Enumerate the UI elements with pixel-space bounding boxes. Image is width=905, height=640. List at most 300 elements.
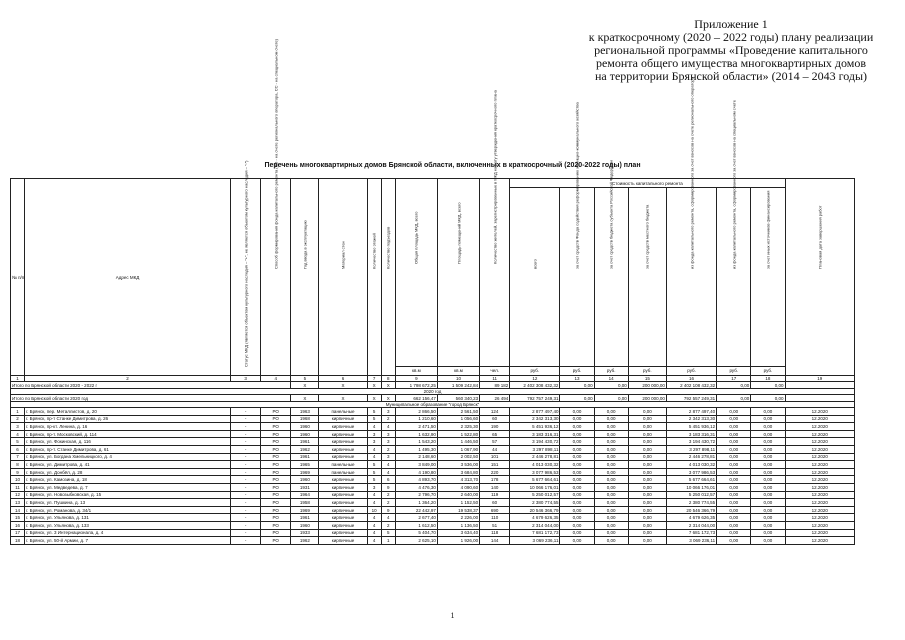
row-owners: 20 546 366,79 <box>666 506 716 514</box>
summary-x: Х <box>367 395 381 402</box>
row-subject: 0,00 <box>594 461 628 469</box>
row-status: - <box>231 514 261 522</box>
row-total: 10 066 176,01 <box>510 483 560 491</box>
row-area: 1 364,20 <box>395 499 437 507</box>
summary-total-row <box>11 382 855 389</box>
row-entrances: 4 <box>381 514 395 522</box>
row-date: 12.2020 <box>785 476 854 484</box>
row-area: 2 148,60 <box>395 453 437 461</box>
row-year: 1961 <box>291 453 319 461</box>
row-local: 0,00 <box>628 445 666 453</box>
row-floors: 4 <box>367 491 381 499</box>
row-date: 12.2020 <box>785 415 854 423</box>
row-fund: 0,00 <box>560 453 594 461</box>
row-local: 0,00 <box>628 521 666 529</box>
summary-label: Итого по Брянской области 2020 - 2022 г <box>11 382 291 389</box>
summary-x: Х <box>319 395 367 402</box>
row-address: г. Брянск, ул. Ульянова, д. 133 <box>25 521 231 529</box>
row-owners-special: 0,00 <box>717 514 751 522</box>
header-fund-method: Способ формирования фонда капитального ремонта (РО - на счете регионального оператора, СС - на специальном счете) <box>261 179 291 376</box>
summary-x: Х <box>291 395 319 402</box>
row-status: - <box>231 445 261 453</box>
row-number: 10 <box>11 476 25 484</box>
row-fund-method: РО <box>261 521 291 529</box>
row-wall: кирпичные <box>319 529 367 537</box>
summary-x: Х <box>381 395 395 402</box>
row-local: 0,00 <box>628 506 666 514</box>
row-local: 0,00 <box>628 453 666 461</box>
row-floors: 4 <box>367 423 381 431</box>
document-title: Перечень многоквартирных домов Брянской области, включенных в краткосрочный (2020-2022 годы) план <box>264 162 641 169</box>
row-owners: 10 066 176,01 <box>666 483 716 491</box>
row-subject: 0,00 <box>594 529 628 537</box>
table-row <box>11 438 855 446</box>
row-residents: 57 <box>480 438 510 446</box>
row-owners-special: 0,00 <box>717 506 751 514</box>
table-row <box>11 506 855 514</box>
row-owners: 3 297 898,11 <box>666 445 716 453</box>
column-number: 1 <box>11 376 25 382</box>
row-fund-method: РО <box>261 438 291 446</box>
column-number: 6 <box>319 376 367 382</box>
row-number: 8 <box>11 461 25 469</box>
summary-owners-special: 0,00 <box>717 382 751 389</box>
row-subject: 0,00 <box>594 483 628 491</box>
summary-x: Х <box>291 382 319 389</box>
summary-date <box>785 382 854 389</box>
row-area: 2 677,40 <box>395 514 437 522</box>
row-premises: 2 640,00 <box>437 491 479 499</box>
unit-owners: руб. <box>666 366 716 375</box>
row-status: - <box>231 415 261 423</box>
row-number: 18 <box>11 537 25 545</box>
row-floors: 5 <box>367 415 381 423</box>
header-entrances: Количество подъездов <box>381 179 395 376</box>
row-status: - <box>231 506 261 514</box>
row-date: 12.2020 <box>785 423 854 431</box>
row-owners-special: 0,00 <box>717 423 751 431</box>
row-local: 0,00 <box>628 408 666 416</box>
header-residents: Количество жителей, зарегистрированных в МКД на дату утверждения краткосрочного плана <box>480 179 510 367</box>
row-total: 4 679 626,35 <box>510 514 560 522</box>
row-floors: 5 <box>367 476 381 484</box>
row-local: 0,00 <box>628 476 666 484</box>
row-owners-special: 0,00 <box>717 491 751 499</box>
row-number: 14 <box>11 506 25 514</box>
row-year: 1961 <box>291 514 319 522</box>
row-status: - <box>231 499 261 507</box>
unit-total: руб. <box>510 366 560 375</box>
row-total: 2 446 278,81 <box>510 453 560 461</box>
row-owners: 3 183 316,31 <box>666 430 716 438</box>
row-fund: 0,00 <box>560 506 594 514</box>
unit-subject: руб. <box>594 366 628 375</box>
unit-area: кв.м <box>395 366 437 375</box>
row-entrances: 3 <box>381 408 395 416</box>
table-row <box>11 461 855 469</box>
row-address: г. Брянск, ул. Богдана Хмельницкого, д. 4 <box>25 453 231 461</box>
page-number: 1 <box>450 611 455 620</box>
row-fund: 0,00 <box>560 529 594 537</box>
row-area: 5 404,70 <box>395 529 437 537</box>
row-subject: 0,00 <box>594 499 628 507</box>
row-fund-method: РО <box>261 453 291 461</box>
row-premises: 1 522,80 <box>437 430 479 438</box>
row-owners: 5 677 664,61 <box>666 476 716 484</box>
row-subject: 0,00 <box>594 521 628 529</box>
row-total: 5 677 664,61 <box>510 476 560 484</box>
row-address: г. Брянск, ул. Камозина, д. 18 <box>25 476 231 484</box>
row-owners-special: 0,00 <box>717 461 751 469</box>
row-residents: 110 <box>480 514 510 522</box>
unit-fund: руб. <box>560 366 594 375</box>
row-premises: 1 056,60 <box>437 415 479 423</box>
row-fund: 0,00 <box>560 521 594 529</box>
appendix-line-1: Приложение 1 <box>694 17 768 31</box>
row-fund-method: РО <box>261 408 291 416</box>
table-row <box>11 453 855 461</box>
row-date: 12.2020 <box>785 514 854 522</box>
row-entrances: 6 <box>381 476 395 484</box>
row-total: 2 380 774,55 <box>510 499 560 507</box>
row-fund-method: РО <box>261 529 291 537</box>
row-other: 0,00 <box>751 408 785 416</box>
row-number: 5 <box>11 438 25 446</box>
row-status: - <box>231 521 261 529</box>
header-planned-date: Плановая дата завершения работ <box>785 179 854 376</box>
row-area: 1 612,50 <box>395 521 437 529</box>
row-fund: 0,00 <box>560 445 594 453</box>
row-floors: 4 <box>367 499 381 507</box>
row-wall: кирпичные <box>319 491 367 499</box>
row-wall: кирпичные <box>319 453 367 461</box>
row-wall: кирпичные <box>319 521 367 529</box>
row-owners-special: 0,00 <box>717 438 751 446</box>
column-number: 13 <box>560 376 594 382</box>
row-premises: 1 446,50 <box>437 438 479 446</box>
row-owners: 2 446 278,81 <box>666 453 716 461</box>
row-area: 2 866,50 <box>395 408 437 416</box>
row-local: 0,00 <box>628 430 666 438</box>
row-area: 2 625,10 <box>395 537 437 545</box>
row-status: - <box>231 537 261 545</box>
row-total: 5 451 936,12 <box>510 423 560 431</box>
row-address: г. Брянск, ул. Фокинская, д. 116 <box>25 438 231 446</box>
year-label: 2020 год <box>11 389 855 395</box>
row-owners: 2 314 044,00 <box>666 521 716 529</box>
column-number: 15 <box>628 376 666 382</box>
row-owners-special: 0,00 <box>717 445 751 453</box>
row-owners: 3 077 986,53 <box>666 468 716 476</box>
summary-owners: 2 402 108 432,32 <box>666 382 716 389</box>
row-premises: 2 226,00 <box>437 514 479 522</box>
row-owners-special: 0,00 <box>717 476 751 484</box>
row-area: 4 476,30 <box>395 483 437 491</box>
row-owners: 4 013 030,32 <box>666 461 716 469</box>
header-floors: Количество этажей <box>367 179 381 376</box>
row-total: 2 342 313,30 <box>510 415 560 423</box>
row-area: 2 471,50 <box>395 423 437 431</box>
row-fund-method: РО <box>261 537 291 545</box>
row-floors: 3 <box>367 430 381 438</box>
row-status: - <box>231 430 261 438</box>
summary-local: 200 000,00 <box>628 395 666 402</box>
row-owners-special: 0,00 <box>717 468 751 476</box>
row-residents: 119 <box>480 491 510 499</box>
row-owners-special: 0,00 <box>717 430 751 438</box>
row-area: 3 849,00 <box>395 461 437 469</box>
row-floors: 4 <box>367 521 381 529</box>
row-total: 7 681 172,73 <box>510 529 560 537</box>
row-total: 3 183 316,31 <box>510 430 560 438</box>
row-fund-method: РО <box>261 423 291 431</box>
row-fund: 0,00 <box>560 468 594 476</box>
row-subject: 0,00 <box>594 514 628 522</box>
row-floors: 5 <box>367 468 381 476</box>
row-residents: 690 <box>480 506 510 514</box>
summary-subject: 0,00 <box>594 395 628 402</box>
row-residents: 44 <box>480 445 510 453</box>
row-premises: 19 538,37 <box>437 506 479 514</box>
row-floors: 4 <box>367 529 381 537</box>
summary-label: Итого по Брянской области 2020 год <box>11 395 291 402</box>
summary-area: 662 156,47 <box>395 395 437 402</box>
summary-local: 200 000,00 <box>628 382 666 389</box>
table-row <box>11 521 855 529</box>
row-number: 2 <box>11 415 25 423</box>
row-date: 12.2020 <box>785 483 854 491</box>
row-address: г. Брянск, ул. Димитрова, д. 41 <box>25 461 231 469</box>
row-area: 4 893,70 <box>395 476 437 484</box>
summary-owners: 792 557 249,31 <box>666 395 716 402</box>
row-status: - <box>231 453 261 461</box>
table-body <box>11 376 855 545</box>
row-address: г. Брянск, пр-т Станке Димитрова, д. 26 <box>25 415 231 423</box>
column-number: 7 <box>367 376 381 382</box>
row-fund: 0,00 <box>560 430 594 438</box>
row-year: 1961 <box>291 438 319 446</box>
row-number: 15 <box>11 514 25 522</box>
summary-x: Х <box>367 382 381 389</box>
row-other: 0,00 <box>751 476 785 484</box>
column-number: 4 <box>261 376 291 382</box>
row-year: 1931 <box>291 483 319 491</box>
row-subject: 0,00 <box>594 430 628 438</box>
summary-x: Х <box>319 382 367 389</box>
row-fund-method: РО <box>261 468 291 476</box>
row-address: г. Брянск, ул. 3 Интернационала, д. 4 <box>25 529 231 537</box>
row-subject: 0,00 <box>594 408 628 416</box>
column-number: 3 <box>231 376 261 382</box>
summary-residents: 89 182 <box>480 382 510 389</box>
row-owners-special: 0,00 <box>717 483 751 491</box>
row-address: г. Брянск, ул. Ульянова, д. 131 <box>25 514 231 522</box>
appendix-line-4: ремонта общего имущества многоквартирных домов <box>595 56 867 70</box>
row-residents: 51 <box>480 521 510 529</box>
row-fund: 0,00 <box>560 476 594 484</box>
row-subject: 0,00 <box>594 476 628 484</box>
row-wall: кирпичные <box>319 514 367 522</box>
row-address: г. Брянск, ул. 50-й Армии, д. 7 <box>25 537 231 545</box>
column-number: 17 <box>717 376 751 382</box>
header-subject-budget: за счет средств бюджета субъекта Российской Федерации <box>594 188 628 367</box>
header-wall: Материал стен <box>319 179 367 376</box>
row-other: 0,00 <box>751 483 785 491</box>
table-row <box>11 537 855 545</box>
row-floors: 5 <box>367 408 381 416</box>
row-owners: 3 194 430,72 <box>666 438 716 446</box>
row-entrances: 4 <box>381 461 395 469</box>
row-date: 12.2020 <box>785 468 854 476</box>
header-status: Статус МКД (является объектом культурного наследия – "+", не является объектом культурного наследия – "-") <box>231 179 261 376</box>
row-fund-method: РО <box>261 445 291 453</box>
row-floors: 4 <box>367 537 381 545</box>
row-premises: 3 536,00 <box>437 461 479 469</box>
row-residents: 144 <box>480 537 510 545</box>
row-other: 0,00 <box>751 491 785 499</box>
header-num: № п/п <box>11 179 25 376</box>
row-local: 0,00 <box>628 529 666 537</box>
row-fund: 0,00 <box>560 483 594 491</box>
summary-fund: 0,00 <box>560 395 594 402</box>
row-local: 0,00 <box>628 514 666 522</box>
table-row <box>11 499 855 507</box>
row-fund: 0,00 <box>560 438 594 446</box>
row-address: г. Брянск, пр-кт. Ленина, д. 16 <box>25 423 231 431</box>
row-address: г. Брянск, ул. Медведева, д. 7 <box>25 483 231 491</box>
row-date: 12.2020 <box>785 499 854 507</box>
summary-owners-special: 0,00 <box>717 395 751 402</box>
summary-area: 1 798 672,25 <box>395 382 437 389</box>
row-local: 0,00 <box>628 537 666 545</box>
row-number: 12 <box>11 491 25 499</box>
summary-residents: 26 494 <box>480 395 510 402</box>
row-owners-special: 0,00 <box>717 415 751 423</box>
row-entrances: 9 <box>381 483 395 491</box>
appendix-header <box>566 18 896 83</box>
row-subject: 0,00 <box>594 445 628 453</box>
appendix-line-2: к краткосрочному (2020 – 2022 годы) плану реализации <box>588 30 874 44</box>
summary-fund: 0,00 <box>560 382 594 389</box>
header-year: Год ввода в эксплуатацию <box>291 179 319 376</box>
row-owners: 4 679 626,35 <box>666 514 716 522</box>
row-area: 2 796,70 <box>395 491 437 499</box>
row-owners-special: 0,00 <box>717 529 751 537</box>
row-premises: 1 152,50 <box>437 499 479 507</box>
row-entrances: 2 <box>381 491 395 499</box>
row-fund: 0,00 <box>560 461 594 469</box>
row-fund-method: РО <box>261 506 291 514</box>
row-residents: 60 <box>480 499 510 507</box>
row-entrances: 9 <box>381 506 395 514</box>
row-fund: 0,00 <box>560 491 594 499</box>
row-status: - <box>231 438 261 446</box>
row-owners: 5 451 936,12 <box>666 423 716 431</box>
row-year: 1962 <box>291 445 319 453</box>
row-subject: 0,00 <box>594 438 628 446</box>
row-number: 6 <box>11 445 25 453</box>
header-cost-group: Стоимость капитального ремонта <box>510 179 785 188</box>
row-floors: 3 <box>367 483 381 491</box>
row-residents: 101 <box>480 453 510 461</box>
summary-subject: 0,00 <box>594 382 628 389</box>
row-entrances: 1 <box>381 537 395 545</box>
row-area: 1 632,90 <box>395 430 437 438</box>
row-fund: 0,00 <box>560 408 594 416</box>
row-premises: 1 136,50 <box>437 521 479 529</box>
row-local: 0,00 <box>628 499 666 507</box>
row-total: 3 194 430,72 <box>510 438 560 446</box>
row-date: 12.2020 <box>785 445 854 453</box>
row-date: 12.2020 <box>785 506 854 514</box>
column-number: 19 <box>785 376 854 382</box>
row-other: 0,00 <box>751 453 785 461</box>
row-date: 12.2020 <box>785 430 854 438</box>
row-wall: панельные <box>319 468 367 476</box>
row-other: 0,00 <box>751 521 785 529</box>
summary-other: 0,00 <box>751 382 785 389</box>
row-entrances: 4 <box>381 468 395 476</box>
row-year: 1962 <box>291 537 319 545</box>
row-total: 20 546 366,79 <box>510 506 560 514</box>
row-area: 1 543,20 <box>395 438 437 446</box>
row-year: 1969 <box>291 506 319 514</box>
row-total: 5 250 012,57 <box>510 491 560 499</box>
row-premises: 4 090,60 <box>437 483 479 491</box>
header-total-area: Общая площадь МКД, всего <box>395 179 437 367</box>
row-residents: 60 <box>480 415 510 423</box>
table-row <box>11 445 855 453</box>
row-floors: 4 <box>367 453 381 461</box>
unit-residents: чел. <box>480 366 510 375</box>
row-fund-method: РО <box>261 491 291 499</box>
row-floors: 4 <box>367 514 381 522</box>
appendix-line-3: региональной программы «Проведение капитального <box>594 43 868 57</box>
row-other: 0,00 <box>751 537 785 545</box>
row-fund-method: РО <box>261 514 291 522</box>
row-fund-method: РО <box>261 430 291 438</box>
row-wall: панельные <box>319 408 367 416</box>
row-subject: 0,00 <box>594 415 628 423</box>
row-status: - <box>231 476 261 484</box>
row-fund: 0,00 <box>560 423 594 431</box>
row-other: 0,00 <box>751 430 785 438</box>
row-address: г. Брянск, ул. Пушкина, д. 13 <box>25 499 231 507</box>
row-owners: 2 342 313,30 <box>666 415 716 423</box>
row-date: 12.2020 <box>785 453 854 461</box>
row-total: 2 314 044,00 <box>510 521 560 529</box>
row-residents: 65 <box>480 430 510 438</box>
summary-date <box>785 395 854 402</box>
row-date: 12.2020 <box>785 491 854 499</box>
row-number: 16 <box>11 521 25 529</box>
row-other: 0,00 <box>751 514 785 522</box>
row-address: г. Брянск, пр-т. Станке Димитрова, д. 61 <box>25 445 231 453</box>
row-subject: 0,00 <box>594 491 628 499</box>
row-fund: 0,00 <box>560 499 594 507</box>
row-year: 1965 <box>291 461 319 469</box>
summary-x: Х <box>381 382 395 389</box>
table-row <box>11 514 855 522</box>
row-local: 0,00 <box>628 468 666 476</box>
table-row <box>11 423 855 431</box>
summary-total: 2 402 308 432,32 <box>510 382 560 389</box>
row-wall: кирпичные <box>319 423 367 431</box>
row-floors: 3 <box>367 438 381 446</box>
row-wall: кирпичные <box>319 506 367 514</box>
row-date: 12.2020 <box>785 438 854 446</box>
header-other-sources: за счет иных источников финансирования <box>751 188 785 367</box>
